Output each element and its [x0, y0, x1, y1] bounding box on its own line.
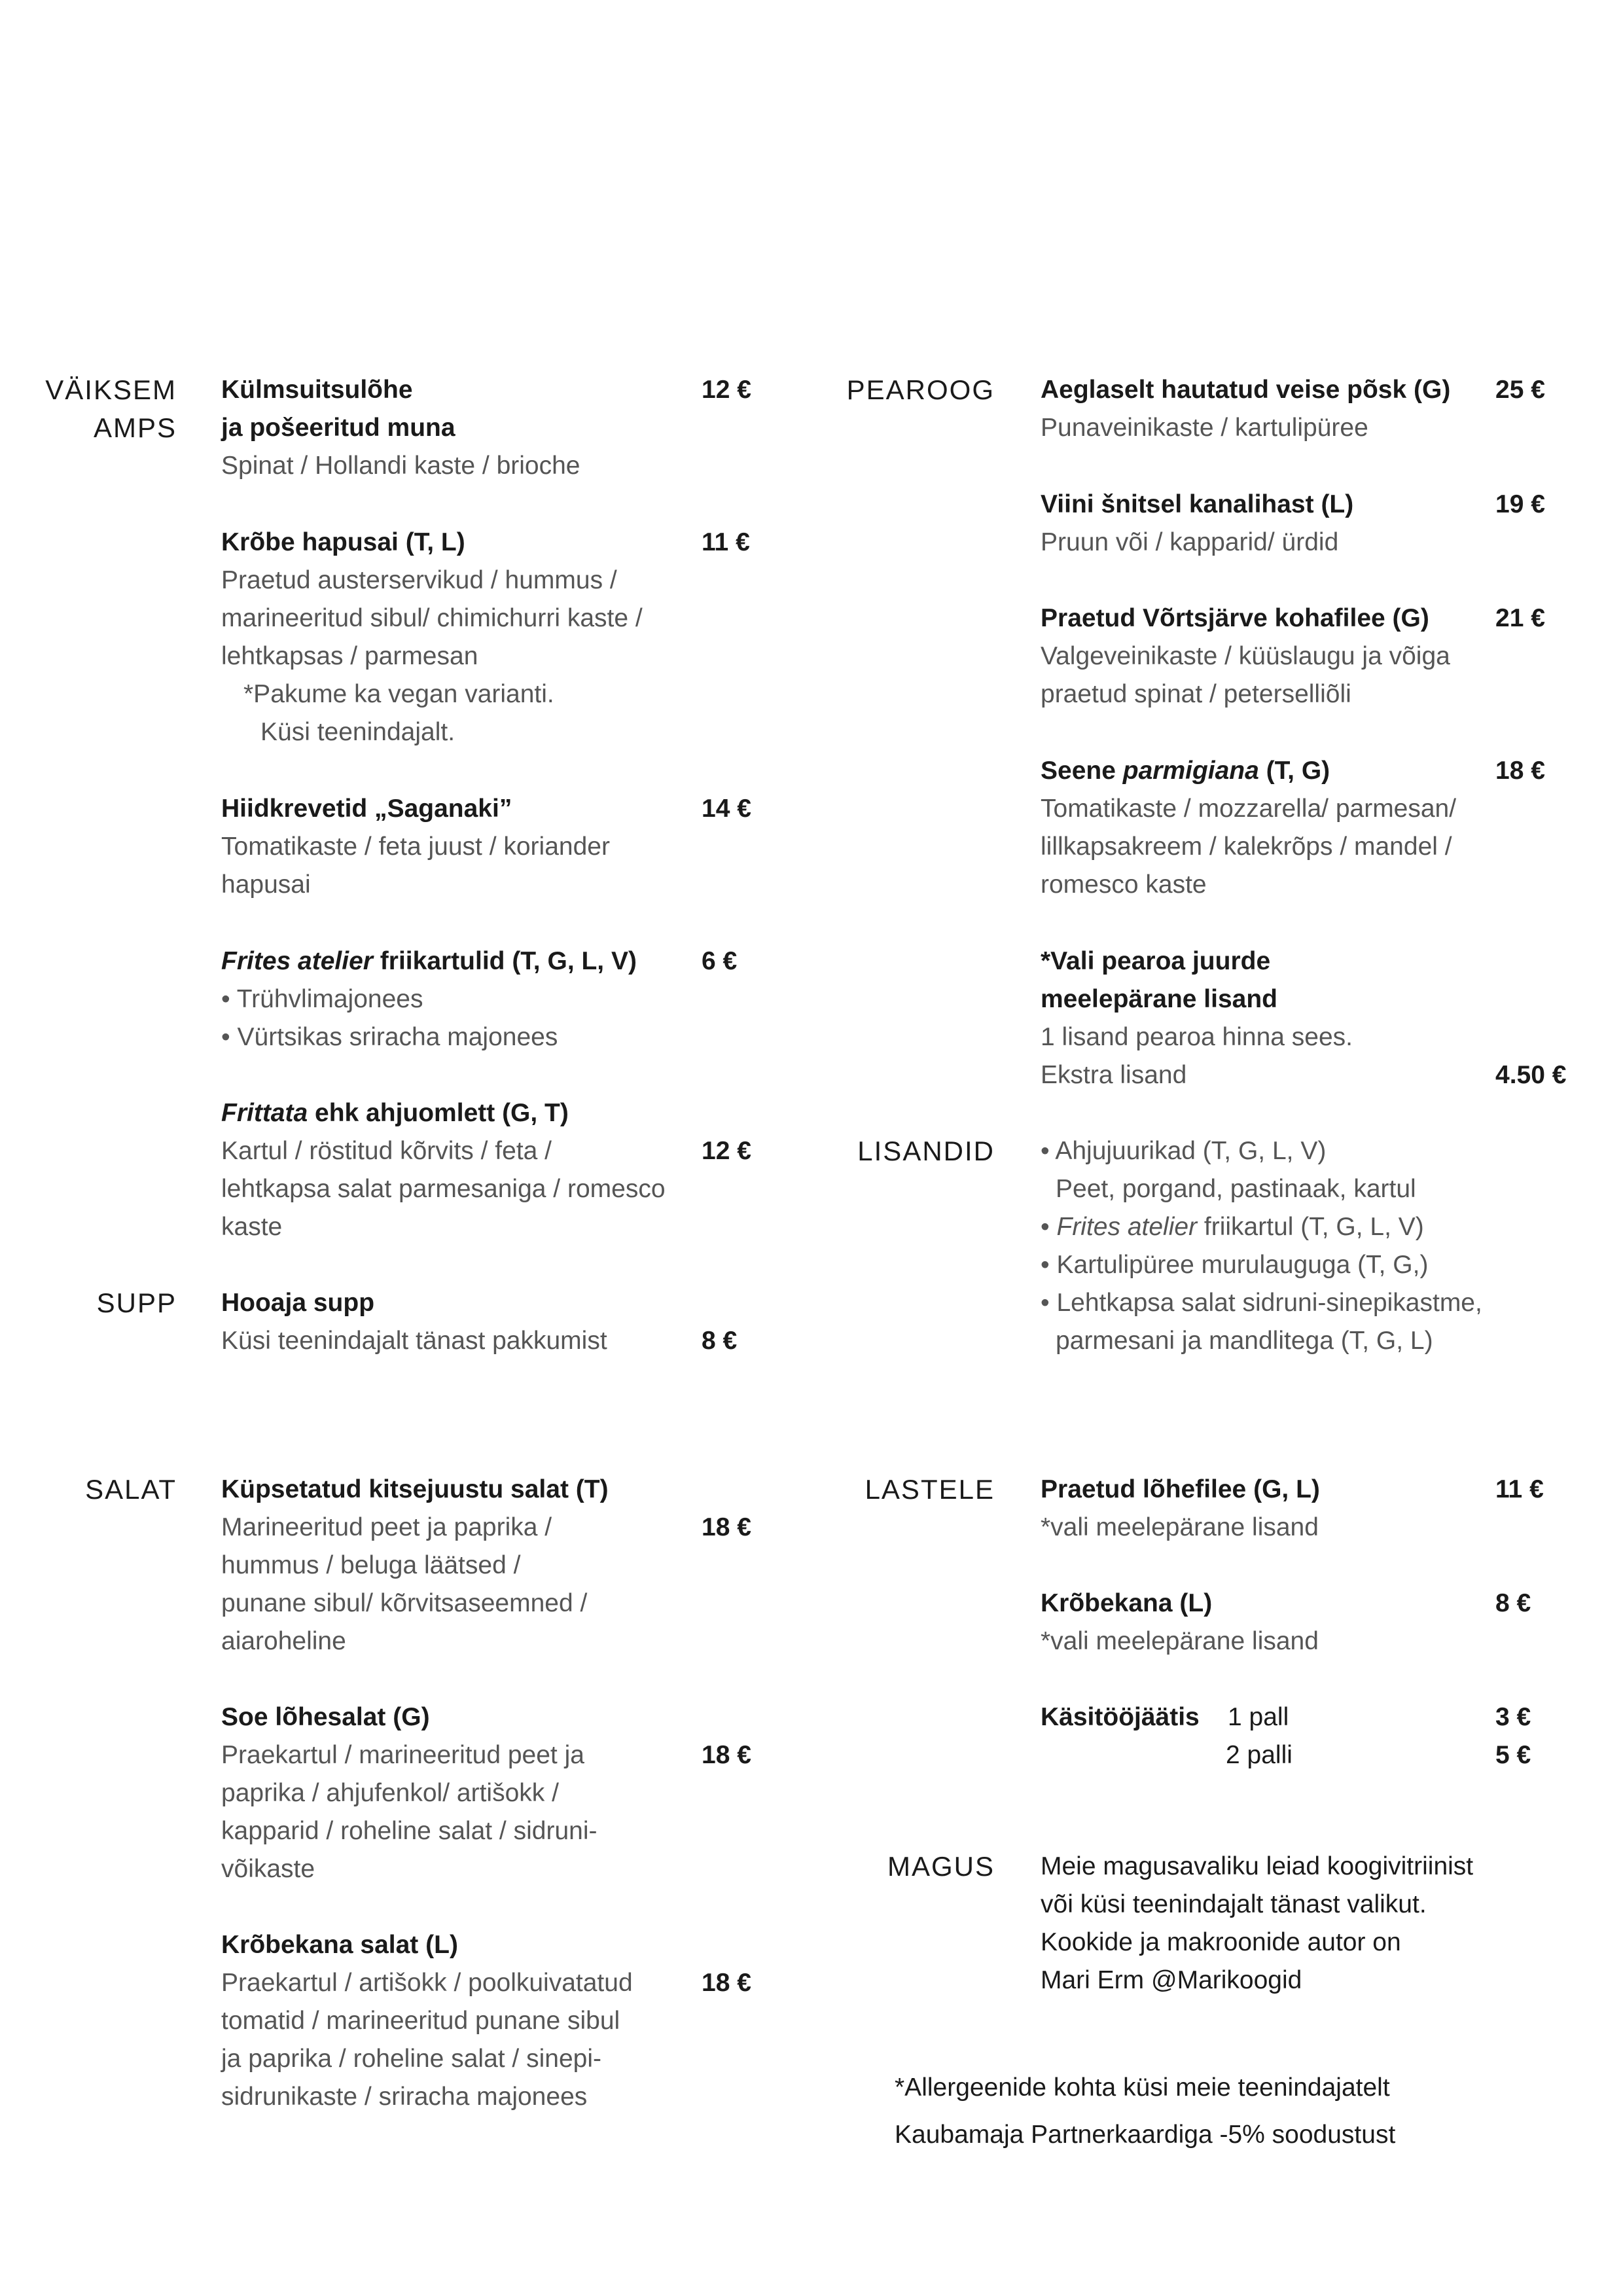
- heading-line: VÄIKSEM: [45, 374, 177, 405]
- ice-cream-option: 2 palli: [1226, 1741, 1293, 1769]
- item-name-pre: Seene: [1041, 757, 1123, 785]
- side-choice-title: meelepärane lisand: [1041, 985, 1278, 1013]
- sides-list: [1041, 1132, 1482, 1360]
- item-name: Küpsetatud kitsejuustu salat (T): [221, 1475, 609, 1503]
- menu-item: [221, 1926, 633, 2116]
- dessert-line: Mari Erm @Marikoogid: [1041, 1966, 1302, 1994]
- side-bullet: •: [1041, 1213, 1057, 1241]
- item-name: Külmsuitsulõhe: [221, 376, 413, 404]
- item-description: tomatid / marineeritud punane sibul: [221, 2007, 620, 2035]
- item-name-italic: parmigiana: [1122, 757, 1259, 785]
- item-description: sidrunikaste / sriracha majonees: [221, 2083, 588, 2111]
- menu-item: [221, 1094, 666, 1246]
- item-price: 8 €: [1495, 1589, 1531, 1617]
- item-name: [221, 1094, 666, 1132]
- menu-item: [221, 942, 637, 1056]
- item-description: aiaroheline: [221, 1627, 346, 1655]
- extra-side-price: 4.50 €: [1495, 1061, 1567, 1089]
- discount-note: Kaubamaja Partnerkaardiga -5% soodustust: [895, 2121, 1396, 2149]
- item-description: hummus / beluga läätsed /: [221, 1551, 521, 1579]
- item-name-rest: friikartulid (T, G, L, V): [372, 947, 637, 975]
- side-item-rest: friikartul (T, G, L, V): [1197, 1213, 1424, 1241]
- item-name-italic: Frittata: [221, 1099, 308, 1127]
- item-name: [1041, 752, 1456, 790]
- item-price: 12 €: [702, 1137, 751, 1165]
- menu-item: [1041, 600, 1450, 713]
- dessert-line: või küsi teenindajalt tänast valikut.: [1041, 1890, 1427, 1918]
- item-name: Aeglaselt hautatud veise põsk (G): [1041, 376, 1451, 404]
- menu-item: [1041, 371, 1450, 447]
- item-description: Punaveinikaste / kartulipüree: [1041, 414, 1368, 442]
- item-description: ja paprika / roheline salat / sinepi-: [221, 2045, 601, 2073]
- side-item: • Lehtkapsa salat sidruni-sinepikastme,: [1041, 1289, 1482, 1317]
- dessert-text: [1041, 1848, 1473, 2000]
- menu-item: [221, 790, 610, 904]
- side-choice-title: *Vali pearoa juurde: [1041, 947, 1271, 975]
- item-name: Käsitööjäätis: [1041, 1703, 1200, 1731]
- item-name: [221, 942, 637, 980]
- item-description: hapusai: [221, 870, 311, 899]
- item-description: *vali meelepärane lisand: [1041, 1627, 1319, 1655]
- item-note: *Pakume ka vegan varianti.: [243, 680, 554, 708]
- ice-cream-option: 1 pall: [1228, 1703, 1289, 1731]
- item-price: 14 €: [702, 795, 751, 823]
- menu-item: [221, 371, 580, 485]
- item-name: Krõbekana (L): [1041, 1589, 1213, 1617]
- item-price: 12 €: [702, 376, 751, 404]
- item-name: Krõbe hapusai (T, L): [221, 528, 465, 556]
- item-name: Viini šnitsel kanalihast (L): [1041, 490, 1354, 518]
- item-description: *vali meelepärane lisand: [1041, 1513, 1319, 1541]
- item-name: Praetud lõhefilee (G, L): [1041, 1475, 1320, 1503]
- section-heading-salad: SALAT: [85, 1474, 177, 1505]
- item-name: Praetud Võrtsjärve kohafilee (G): [1041, 604, 1429, 632]
- menu-item: [221, 1698, 597, 1888]
- item-price: 3 €: [1495, 1703, 1531, 1731]
- item-description: Valgeveinikaste / küüslaugu ja võiga: [1041, 642, 1450, 670]
- item-name-rest: ehk ahjuomlett (G, T): [308, 1099, 569, 1127]
- side-item: [1041, 1208, 1482, 1246]
- item-description: kapparid / roheline salat / sidruni-: [221, 1817, 597, 1845]
- side-choice-note: [1041, 942, 1353, 1094]
- side-item: • Ahjujuurikad (T, G, L, V): [1041, 1137, 1327, 1165]
- item-description: võikaste: [221, 1855, 315, 1883]
- item-price: 25 €: [1495, 376, 1545, 404]
- item-description: Kartul / röstitud kõrvits / feta /: [221, 1137, 552, 1165]
- menu-item: [1041, 752, 1456, 904]
- side-choice-line: Ekstra lisand: [1041, 1061, 1187, 1089]
- section-heading-main: PEAROOG: [846, 374, 995, 405]
- side-item-italic: Frites atelier: [1056, 1213, 1198, 1241]
- item-description: • Trühvlimajonees: [221, 985, 423, 1013]
- menu-item: [1041, 1585, 1319, 1660]
- section-heading-dessert: MAGUS: [887, 1851, 995, 1882]
- section-heading-sides: LISANDID: [857, 1136, 995, 1166]
- item-price: 11 €: [1495, 1475, 1544, 1503]
- item-description: Tomatikaste / mozzarella/ parmesan/: [1041, 795, 1457, 823]
- item-description: kaste: [221, 1213, 283, 1241]
- item-description: Küsi teenindajalt tänast pakkumist: [221, 1327, 607, 1355]
- item-price: 19 €: [1495, 490, 1545, 518]
- item-description: lehtkapsa salat parmesaniga / romesco: [221, 1175, 666, 1203]
- item-price: 18 €: [1495, 757, 1545, 785]
- side-item-detail: parmesani ja mandlitega (T, G, L): [1056, 1327, 1433, 1355]
- item-name: Hooaja supp: [221, 1289, 375, 1317]
- item-name: Hiidkrevetid „Saganaki”: [221, 795, 512, 823]
- item-description: marineeritud sibul/ chimichurri kaste /: [221, 604, 643, 632]
- item-description: Marineeritud peet ja paprika /: [221, 1513, 552, 1541]
- item-name-rest: (T, G): [1258, 757, 1330, 785]
- item-description: • Vürtsikas sriracha majonees: [221, 1023, 558, 1051]
- item-description: punane sibul/ kõrvitsaseemned /: [221, 1589, 588, 1617]
- item-description: lehtkapsas / parmesan: [221, 642, 478, 670]
- item-description: lillkapsakreem / kalekrõps / mandel /: [1041, 833, 1452, 861]
- item-description: paprika / ahjufenkol/ artišokk /: [221, 1779, 559, 1807]
- item-description: Praetud austerservikud / hummus /: [221, 566, 617, 594]
- section-heading-kids: LASTELE: [865, 1474, 995, 1505]
- item-name: ja pošeeritud muna: [221, 414, 455, 442]
- side-choice-line: 1 lisand pearoa hinna sees.: [1041, 1023, 1353, 1051]
- item-name-italic: Frites atelier: [221, 947, 373, 975]
- item-price: 8 €: [702, 1327, 738, 1355]
- item-description: Tomatikaste / feta juust / koriander: [221, 833, 610, 861]
- item-price: 18 €: [702, 1969, 751, 1997]
- section-heading-small-bites: [45, 371, 177, 447]
- item-name: Krõbekana salat (L): [221, 1931, 458, 1959]
- dessert-line: Meie magusavaliku leiad koogivitriinist: [1041, 1852, 1474, 1880]
- allergen-note: *Allergeenide kohta küsi meie teenindajatelt: [895, 2073, 1390, 2102]
- item-description: romesco kaste: [1041, 870, 1207, 899]
- item-description: Spinat / Hollandi kaste / brioche: [221, 452, 580, 480]
- side-item-detail: Peet, porgand, pastinaak, kartul: [1056, 1175, 1416, 1203]
- item-price: 6 €: [702, 947, 738, 975]
- item-price: 21 €: [1495, 604, 1545, 632]
- menu-item: [221, 524, 643, 751]
- item-description: praetud spinat / peterselliõli: [1041, 680, 1351, 708]
- item-price: 5 €: [1495, 1741, 1531, 1769]
- item-description: Pruun või / kapparid/ ürdid: [1041, 528, 1339, 556]
- item-price: 18 €: [702, 1513, 751, 1541]
- menu-item: [1041, 1471, 1320, 1547]
- item-name: Soe lõhesalat (G): [221, 1703, 430, 1731]
- side-item: • Kartulipüree murulauguga (T, G,): [1041, 1251, 1429, 1279]
- item-price: 18 €: [702, 1741, 751, 1769]
- heading-line: AMPS: [93, 412, 177, 443]
- section-heading-soup: SUPP: [96, 1287, 177, 1318]
- menu-item: [221, 1471, 609, 1660]
- item-note: Küsi teenindajalt.: [260, 718, 455, 746]
- menu-item: [221, 1284, 607, 1360]
- item-description: Praekartul / artišokk / poolkuivatatud: [221, 1969, 633, 1997]
- item-price: 11 €: [702, 528, 750, 556]
- item-description: Praekartul / marineeritud peet ja: [221, 1741, 584, 1769]
- dessert-line: Kookide ja makroonide autor on: [1041, 1928, 1401, 1956]
- menu-item: [1041, 486, 1353, 562]
